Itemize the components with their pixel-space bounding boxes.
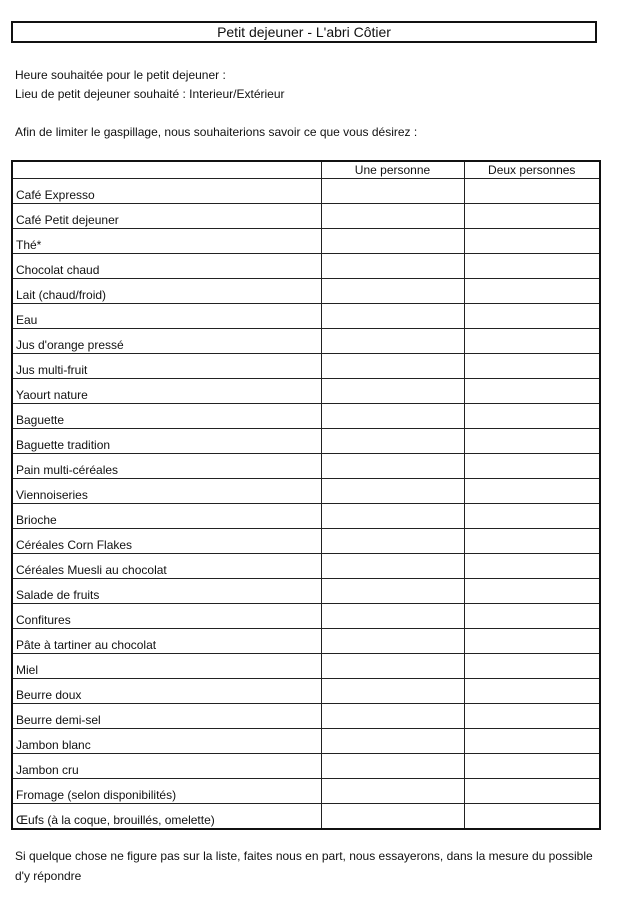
table-row — [13, 204, 599, 229]
cell-two-persons[interactable] — [464, 379, 599, 404]
cell-one-person[interactable] — [321, 779, 464, 804]
cell-two-persons[interactable] — [464, 254, 599, 279]
cell-two-persons[interactable] — [464, 729, 599, 754]
row-item-label: Œufs (à la coque, brouillés, omelette) — [13, 804, 321, 829]
row-item-label: Café Petit dejeuner — [13, 204, 321, 229]
table-row — [13, 704, 599, 729]
table-row — [13, 679, 599, 704]
row-item-label: Céréales Muesli au chocolat — [13, 554, 321, 579]
cell-two-persons[interactable] — [464, 179, 599, 204]
cell-one-person[interactable] — [321, 729, 464, 754]
table-row — [13, 654, 599, 679]
cell-two-persons[interactable] — [464, 204, 599, 229]
cell-one-person[interactable] — [321, 179, 464, 204]
header-one-person: Une personne — [321, 162, 464, 179]
cell-two-persons[interactable] — [464, 429, 599, 454]
cell-two-persons[interactable] — [464, 704, 599, 729]
cell-two-persons[interactable] — [464, 529, 599, 554]
order-table — [11, 160, 601, 830]
cell-two-persons[interactable] — [464, 579, 599, 604]
table-row — [13, 379, 599, 404]
breakfast-location-line: Lieu de petit dejeuner souhaité : Interieur/Extérieur — [15, 87, 285, 101]
cell-two-persons[interactable] — [464, 479, 599, 504]
table-row — [13, 429, 599, 454]
table-row — [13, 329, 599, 354]
row-item-label: Baguette — [13, 404, 321, 429]
cell-one-person[interactable] — [321, 254, 464, 279]
row-item-label: Jus multi-fruit — [13, 354, 321, 379]
cell-one-person[interactable] — [321, 279, 464, 304]
cell-one-person[interactable] — [321, 229, 464, 254]
table-row — [13, 479, 599, 504]
cell-one-person[interactable] — [321, 429, 464, 454]
row-item-label: Café Expresso — [13, 179, 321, 204]
cell-two-persons[interactable] — [464, 454, 599, 479]
table-row — [13, 354, 599, 379]
cell-two-persons[interactable] — [464, 679, 599, 704]
row-item-label: Beurre demi-sel — [13, 704, 321, 729]
table-row — [13, 504, 599, 529]
header-two-persons: Deux personnes — [464, 162, 599, 179]
row-item-label: Fromage (selon disponibilités) — [13, 779, 321, 804]
row-item-label: Jambon blanc — [13, 729, 321, 754]
cell-two-persons[interactable] — [464, 654, 599, 679]
cell-one-person[interactable] — [321, 704, 464, 729]
table-row — [13, 779, 599, 804]
row-item-label: Miel — [13, 654, 321, 679]
table-row — [13, 579, 599, 604]
cell-one-person[interactable] — [321, 579, 464, 604]
table-row — [13, 529, 599, 554]
row-item-label: Viennoiseries — [13, 479, 321, 504]
cell-one-person[interactable] — [321, 554, 464, 579]
row-item-label: Pain multi-céréales — [13, 454, 321, 479]
table-row — [13, 404, 599, 429]
cell-one-person[interactable] — [321, 754, 464, 779]
cell-two-persons[interactable] — [464, 354, 599, 379]
cell-two-persons[interactable] — [464, 629, 599, 654]
cell-one-person[interactable] — [321, 329, 464, 354]
row-item-label: Thé* — [13, 229, 321, 254]
table-row — [13, 804, 599, 829]
row-item-label: Pâte à tartiner au chocolat — [13, 629, 321, 654]
row-item-label: Baguette tradition — [13, 429, 321, 454]
cell-two-persons[interactable] — [464, 504, 599, 529]
row-item-label: Jus d'orange pressé — [13, 329, 321, 354]
cell-one-person[interactable] — [321, 629, 464, 654]
cell-one-person[interactable] — [321, 604, 464, 629]
row-item-label: Salade de fruits — [13, 579, 321, 604]
table-row — [13, 754, 599, 779]
table-row — [13, 629, 599, 654]
row-item-label: Eau — [13, 304, 321, 329]
cell-one-person[interactable] — [321, 204, 464, 229]
breakfast-time-line: Heure souhaitée pour le petit dejeuner : — [15, 68, 226, 82]
cell-two-persons[interactable] — [464, 779, 599, 804]
table-row — [13, 729, 599, 754]
table-row — [13, 279, 599, 304]
table-row — [13, 304, 599, 329]
row-item-label: Yaourt nature — [13, 379, 321, 404]
table-row — [13, 554, 599, 579]
cell-two-persons[interactable] — [464, 279, 599, 304]
cell-one-person[interactable] — [321, 804, 464, 829]
row-item-label: Jambon cru — [13, 754, 321, 779]
table-row — [13, 604, 599, 629]
table-row — [13, 179, 599, 204]
table-row — [13, 229, 599, 254]
table-row — [13, 454, 599, 479]
header-item — [13, 162, 321, 179]
cell-one-person[interactable] — [321, 404, 464, 429]
page-title: Petit dejeuner - L'abri Côtier — [11, 21, 597, 43]
cell-one-person[interactable] — [321, 304, 464, 329]
table-row — [13, 254, 599, 279]
cell-one-person[interactable] — [321, 354, 464, 379]
cell-one-person[interactable] — [321, 529, 464, 554]
cell-one-person[interactable] — [321, 479, 464, 504]
row-item-label: Brioche — [13, 504, 321, 529]
cell-one-person[interactable] — [321, 679, 464, 704]
row-item-label: Beurre doux — [13, 679, 321, 704]
row-item-label: Lait (chaud/froid) — [13, 279, 321, 304]
cell-one-person[interactable] — [321, 379, 464, 404]
row-item-label: Céréales Corn Flakes — [13, 529, 321, 554]
cell-two-persons[interactable] — [464, 404, 599, 429]
cell-one-person[interactable] — [321, 654, 464, 679]
cell-two-persons[interactable] — [464, 804, 599, 829]
waste-notice-line: Afin de limiter le gaspillage, nous souhaiterions savoir ce que vous désirez : — [15, 125, 418, 139]
cell-one-person[interactable] — [321, 454, 464, 479]
cell-two-persons[interactable] — [464, 329, 599, 354]
cell-two-persons[interactable] — [464, 554, 599, 579]
table-header-row — [13, 162, 599, 179]
footer-note: Si quelque chose ne figure pas sur la liste, faites nous en part, nous essayerons, dans la mesure du possible d'y répondre — [15, 849, 593, 883]
cell-two-persons[interactable] — [464, 604, 599, 629]
row-item-label: Confitures — [13, 604, 321, 629]
cell-two-persons[interactable] — [464, 229, 599, 254]
cell-two-persons[interactable] — [464, 304, 599, 329]
row-item-label: Chocolat chaud — [13, 254, 321, 279]
cell-one-person[interactable] — [321, 504, 464, 529]
cell-two-persons[interactable] — [464, 754, 599, 779]
